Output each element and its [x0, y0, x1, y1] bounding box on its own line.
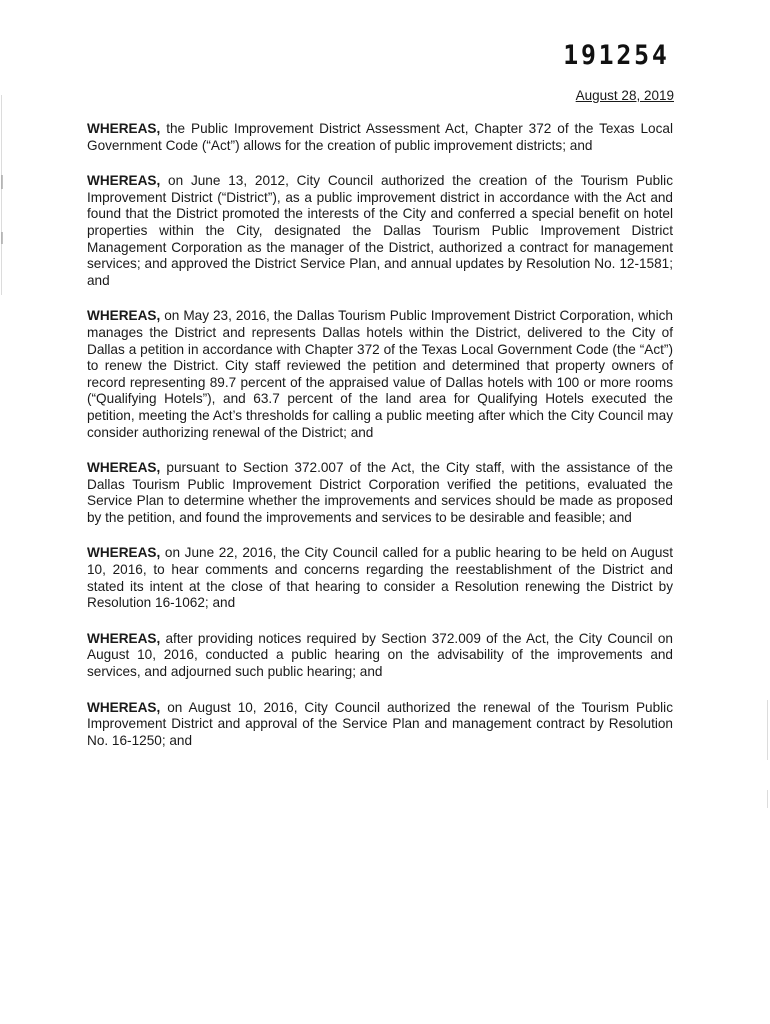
document-date: August 28, 2019 [575, 88, 674, 103]
clause-keyword: WHEREAS, [87, 173, 161, 189]
clause-text: on June 22, 2016, the City Council called for a public hearing to be held on August 10, 2016, to hear comments and concerns regarding the reestablishment of the District and stated its intent at the close of that hearing to consider a Resolution renewing the District by Resolution 16-1062; and [87, 545, 674, 611]
clause-text: after providing notices required by Section 372.009 of the Act, the City Council on August 10, 2016, conducted a public hearing on the advisability of the improvements and services, and adjourned such public hearing; and [87, 630, 673, 680]
whereas-clause [87, 308, 673, 441]
clause-keyword: WHEREAS, [87, 545, 161, 561]
clause-keyword: WHEREAS, [87, 630, 161, 646]
scan-artifact-right [767, 790, 768, 808]
resolution-number: 191254 [563, 40, 670, 71]
scan-artifact-left-dot [1, 175, 3, 189]
clause-keyword: WHEREAS, [87, 308, 161, 324]
whereas-clause [87, 121, 673, 154]
whereas-clause [87, 700, 673, 750]
clause-text: the Public Improvement District Assessment Act, Chapter 372 of the Texas Local Government Code (“Act”) allows for the creation of public improvement districts; and [87, 121, 673, 153]
clause-text: on June 13, 2012, City Council authorized the creation of the Tourism Public Improvement District (“District”), as a public improvement district in accordance with the Act and found that the District promoted the interests of the City and conferred a special benefit on hotel properties within the City, designated the Dallas Tourism Public Improvement District Management Corporation as the manager of the District, authorized a contract for management services; and approved the District Service Plan, and annual updates by Resolution No. 12-1581; and [87, 173, 673, 288]
clause-keyword: WHEREAS, [87, 121, 161, 136]
scan-artifact-left-dot [1, 232, 3, 244]
clause-text: on May 23, 2016, the Dallas Tourism Public Improvement District Corporation, which manages the District and represents Dallas hotels within the District, delivered to the City of Dallas a petition in accordance with Chapter 372 of the Texas Local Government Code (the “Act”) to renew the District. City staff reviewed the petition and determined that property owners of record representing 89.7 percent of the appraised value of Dallas hotels with 100 or more rooms (“Qualifying Hotels”), and 63.7 percent of the land area for Qualifying Hotels executed the petition, meeting the Act’s thresholds for calling a public meeting after which the City Council may consider authorizing renewal of the District; and [87, 308, 673, 440]
clause-keyword: WHEREAS, [87, 460, 161, 476]
scan-artifact-right [767, 700, 768, 760]
whereas-clause [87, 460, 673, 526]
clause-text: on August 10, 2016, City Council authorized the renewal of the Tourism Public Improvement District and approval of the Service Plan and management contract by Resolution No. 16-1250; and [87, 699, 673, 748]
whereas-clause [87, 545, 673, 611]
resolution-body [87, 121, 673, 768]
scan-artifact-left [1, 95, 2, 295]
whereas-clause [87, 173, 673, 289]
clause-text: pursuant to Section 372.007 of the Act, the City staff, with the assistance of the Dallas Tourism Public Improvement District Corporation verified the petitions, evaluated the Service Plan to determine whether the improvements and services should be made as proposed by the petition, and found the improvements and services to be desirable and feasible; and [87, 460, 673, 525]
whereas-clause [87, 631, 673, 681]
clause-keyword: WHEREAS, [87, 699, 161, 715]
